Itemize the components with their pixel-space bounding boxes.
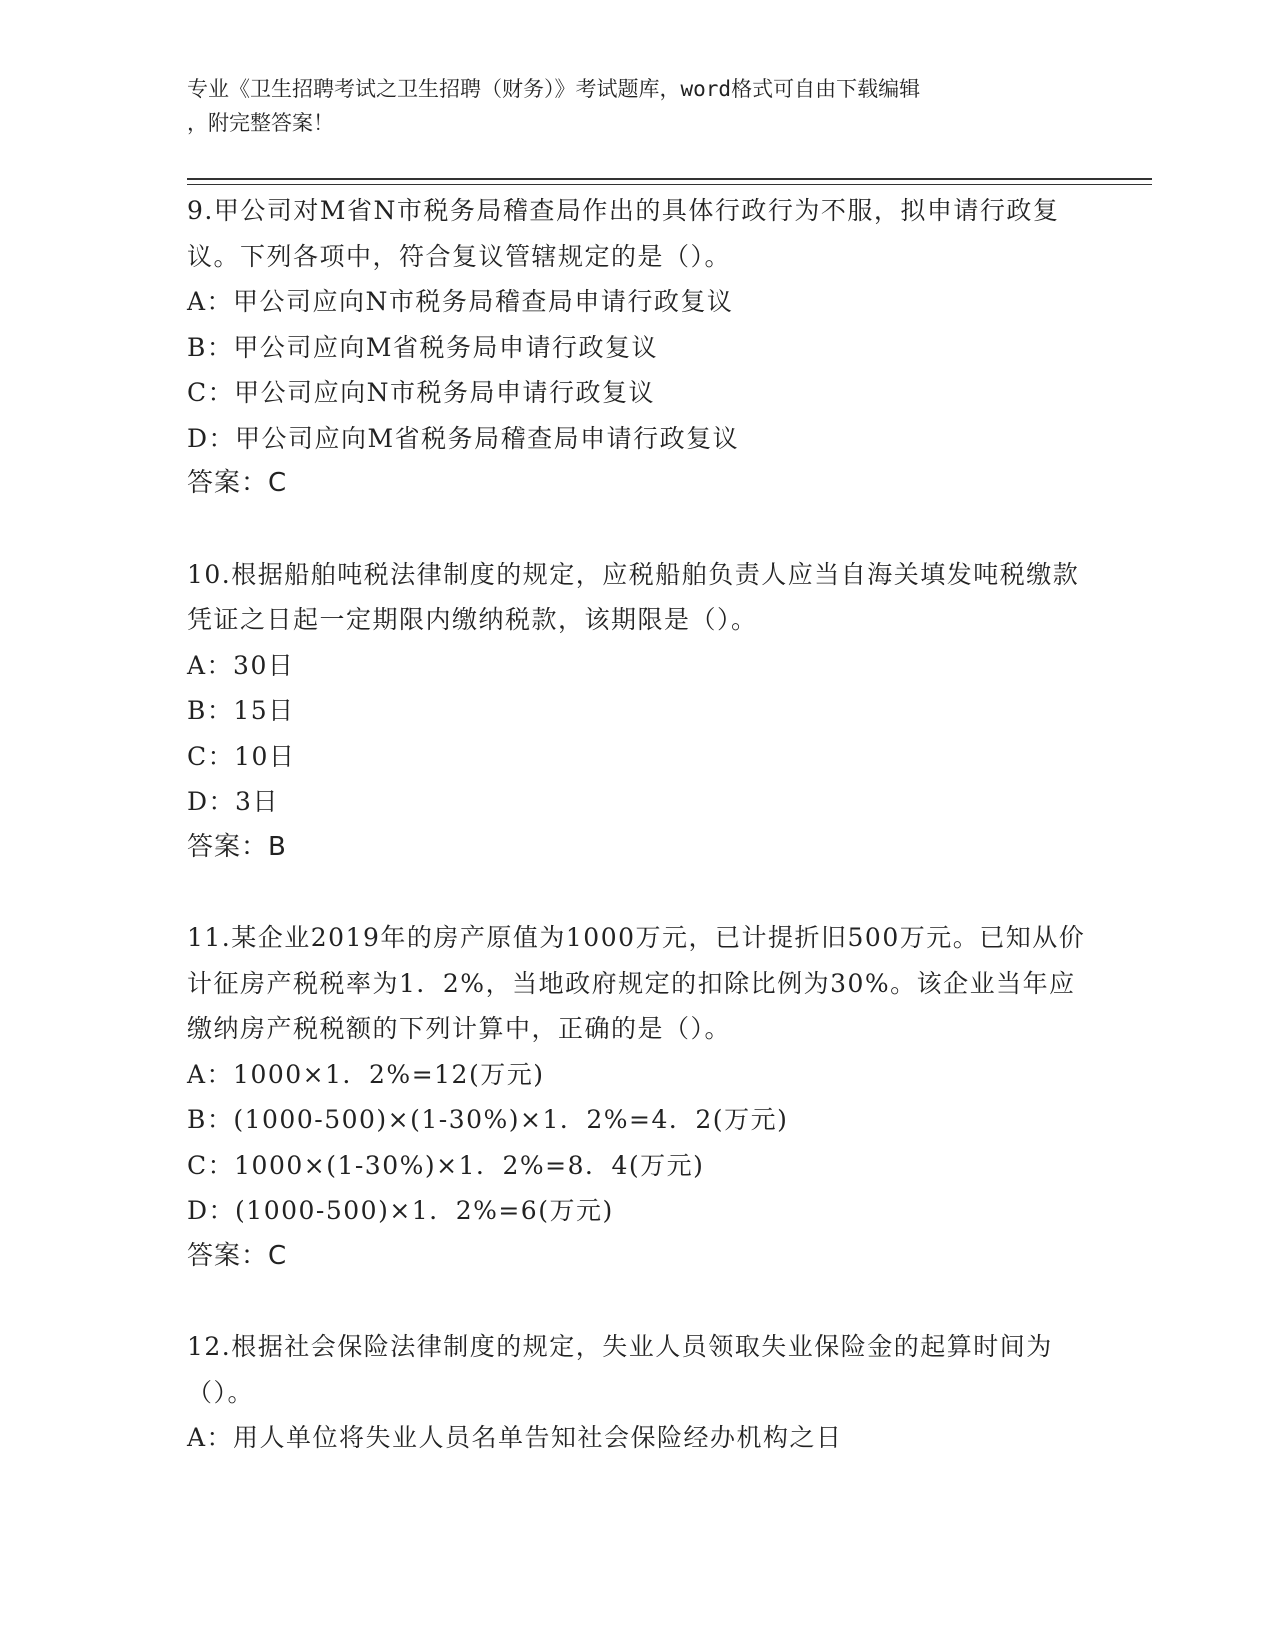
option-b: B：甲公司应向M省税务局申请行政复议 bbox=[187, 332, 658, 362]
answer-line: 答案：B bbox=[187, 831, 287, 862]
answer-line: 答案：C bbox=[187, 468, 288, 498]
question-11 bbox=[187, 915, 1087, 1279]
header-divider-thick bbox=[187, 178, 1152, 180]
question-stem: 12.根据社会保险法律制度的规定，失业人员领取失业保险金的起算时间为（）。 bbox=[187, 1332, 1053, 1407]
option-a: A：30日 bbox=[187, 650, 295, 680]
option-d: D：3日 bbox=[187, 787, 279, 816]
question-list bbox=[187, 188, 1087, 1506]
header-line-2: ，附完整答案！ bbox=[187, 111, 334, 135]
option-a: A：甲公司应向N市税务局稽查局申请行政复议 bbox=[187, 287, 734, 316]
option-c: C：10日 bbox=[187, 741, 296, 771]
header-divider-thin bbox=[187, 184, 1152, 185]
answer-line: 答案：C bbox=[187, 1240, 288, 1271]
option-b: B：15日 bbox=[187, 696, 295, 725]
option-d: D：(1000-500)×1．2%=6(万元) bbox=[187, 1196, 614, 1225]
option-d: D：甲公司应向M省税务局稽查局申请行政复议 bbox=[187, 423, 740, 453]
document-header bbox=[187, 72, 1067, 140]
option-a: A：用人单位将失业人员名单告知社会保险经办机构之日 bbox=[187, 1423, 843, 1452]
header-line-1: 专业《卫生招聘考试之卫生招聘（财务）》考试题库，word格式可自由下载编辑 bbox=[187, 77, 921, 101]
question-stem: 9.甲公司对M省N市税务局稽查局作出的具体行政行为不服，拟申请行政复议。下列各项中，符合复议管辖规定的是（）。 bbox=[187, 196, 1060, 271]
question-stem: 10.根据船舶吨税法律制度的规定，应税船舶负责人应当自海关填发吨税缴款凭证之日起一定期限内缴纳税款，该期限是（）。 bbox=[187, 559, 1080, 634]
option-b: B：(1000-500)×(1-30%)×1．2%=4．2(万元) bbox=[187, 1105, 789, 1134]
question-12 bbox=[187, 1324, 1087, 1461]
option-c: C：甲公司应向N市税务局申请行政复议 bbox=[187, 378, 656, 407]
option-c: C：1000×(1-30%)×1．2%=8．4(万元) bbox=[187, 1150, 705, 1180]
question-10 bbox=[187, 552, 1087, 871]
question-stem: 11.某企业2019年的房产原值为1000万元，已计提折旧500万元。已知从价计征房产税税率为1．2%，当地政府规定的扣除比例为30%。该企业当年应缴纳房产税税额的下列计算中，正确的是（）。 bbox=[187, 923, 1086, 1043]
question-9 bbox=[187, 188, 1087, 507]
option-a: A：1000×1．2%=12(万元) bbox=[187, 1059, 545, 1089]
